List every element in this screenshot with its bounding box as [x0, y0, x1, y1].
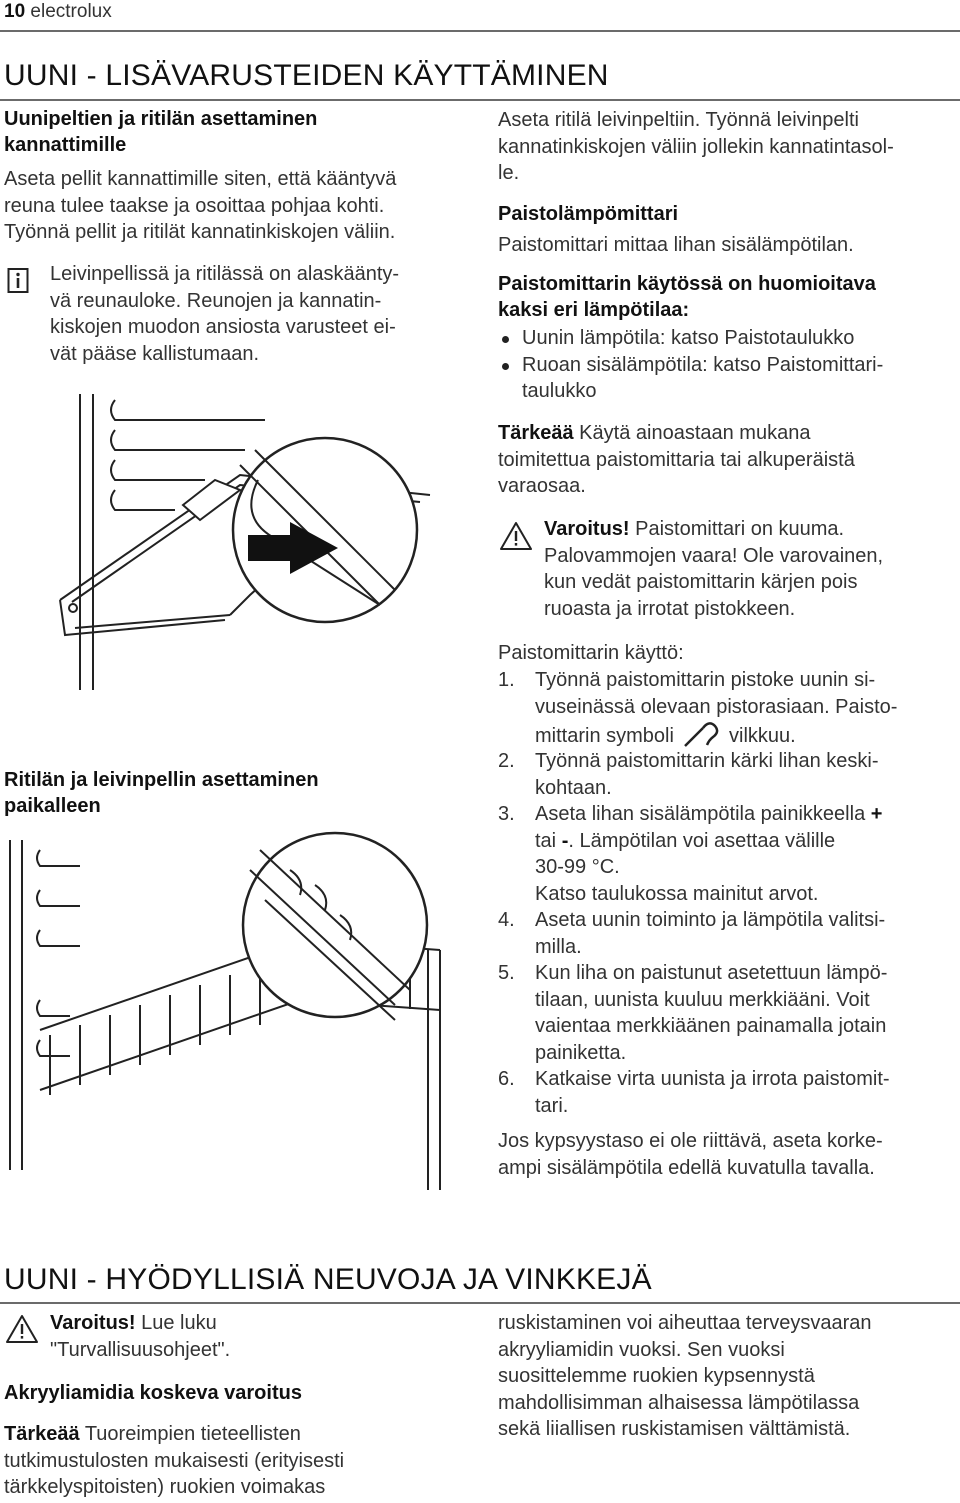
acrylamide-continued: ruskistaminen voi aiheuttaa terveysvaaran akryyliamidin vuoksi. Sen vuoksi suosittelemme ruokien kypsennystä mahdollisimman alhaisessa lämpötilassa sekä liiallisen ruskistamisen välttämistä. [498, 1312, 872, 1440]
closing-text: Jos kypsyystaso ei ole riittävä, aseta korke- ampi sisälämpötila edellä kuvatulla tavalla. [498, 1130, 883, 1179]
warning-icon [499, 521, 533, 551]
list-item: 3. Aseta lihan sisälämpötila painikkeella + tai -. Lämpötilan voi asettaa välille 30-99 °C. Katso taulukossa mainitut arvot. [498, 803, 883, 905]
tray-insertion-illustration [0, 390, 445, 695]
usage-heading: Paistomittarin käyttö: [498, 642, 684, 664]
section2-title: UUNI - HYÖDYLLISIÄ NEUVOJA JA VINKKEJÄ [4, 1263, 652, 1296]
list-item: 4. Aseta uunin toiminto ja lämpötila valitsi- milla. [498, 909, 886, 958]
brand-name: electrolux [30, 1, 112, 22]
thermometer-text: Paistomittari mittaa lihan sisälämpötilan. [498, 234, 854, 256]
list-item: 1. Työnnä paistomittarin pistoke uunin si- vuseinässä olevaan pistorasiaan. Paisto- mittarin symboli vilkkuu. [498, 669, 898, 747]
page-number: 10 [4, 1, 26, 22]
meat-probe-icon [681, 720, 721, 748]
subhead-placement: Ritilän ja leivinpellin asettaminen paikalleen [4, 769, 319, 817]
acrylamide-heading: Akryyliamidia koskeva varoitus [4, 1382, 302, 1404]
section2-rule [0, 1302, 960, 1304]
two-temps-heading: Paistomittarin käytössä on huomioitava kaksi eri lämpötilaa: [498, 273, 876, 321]
para-shelves: Aseta pellit kannattimille siten, että kääntyvä reuna tulee taakse ja osoittaa pohjaa kohti. Työnnä pellit ja ritilät kannatinkiskojen väliin. [4, 168, 397, 243]
list-item: 6. Katkaise virta uunista ja irrota paistomit- tari. [498, 1068, 890, 1117]
rack-into-tray-text: Aseta ritilä leivinpeltiin. Työnnä leivinpelti kannatinkiskojen väliin jollekin kannatintasol- le. [498, 109, 894, 184]
section1-rule [0, 99, 960, 101]
acrylamide-important: Tärkeää Tuoreimpien tieteellisten tutkimustulosten mukaisesti (erityisesti tärkkelyspitoisten) ruokien voimakas [4, 1423, 345, 1498]
rack-placement-illustration [0, 830, 445, 1200]
safety-warning: Varoitus! Lue luku "Turvallisuusohjeet". [50, 1312, 231, 1361]
info-icon [7, 265, 29, 295]
warning-icon [5, 1314, 39, 1344]
page-header [4, 0, 112, 24]
info-note: Leivinpellissä ja ritilässä on alaskäänty- vä reunauloke. Reunojen ja kannatin- kiskojen muodon ansiosta varusteet ei- vät pääse kallistumaan. [50, 263, 400, 365]
list-item: Ruoan sisälämpötila: katso Paistomittari- taulukko [498, 352, 883, 405]
list-item: 2. Työnnä paistomittarin kärki lihan keski- kohtaan. [498, 750, 879, 799]
important-note: Tärkeää Käytä ainoastaan mukana toimitettua paistomittaria tai alkuperäistä varaosaa. [498, 422, 855, 497]
section1-title: UUNI - LISÄVARUSTEIDEN KÄYTTÄMINEN [4, 59, 609, 92]
subhead-shelves: Uunipeltien ja ritilän asettaminen kannattimille [4, 108, 318, 156]
list-item: 5. Kun liha on paistunut asetettuun lämpö- tilaan, uunista kuuluu merkkiääni. Voit vaientaa merkkiäänen painamalla jotain painiketta. [498, 962, 888, 1064]
list-item: Uunin lämpötila: katso Paistotaulukko [498, 325, 883, 352]
header-rule [0, 30, 960, 32]
temperature-list [498, 325, 883, 405]
warning-note: Varoitus! Paistomittari on kuuma. Palovammojen vaara! Ole varovainen, kun vedät paistomittarin kärjen pois ruoasta ja irrotat pistokkeen. [544, 518, 884, 620]
thermometer-heading: Paistolämpömittari [498, 203, 679, 225]
usage-steps [498, 667, 948, 1119]
